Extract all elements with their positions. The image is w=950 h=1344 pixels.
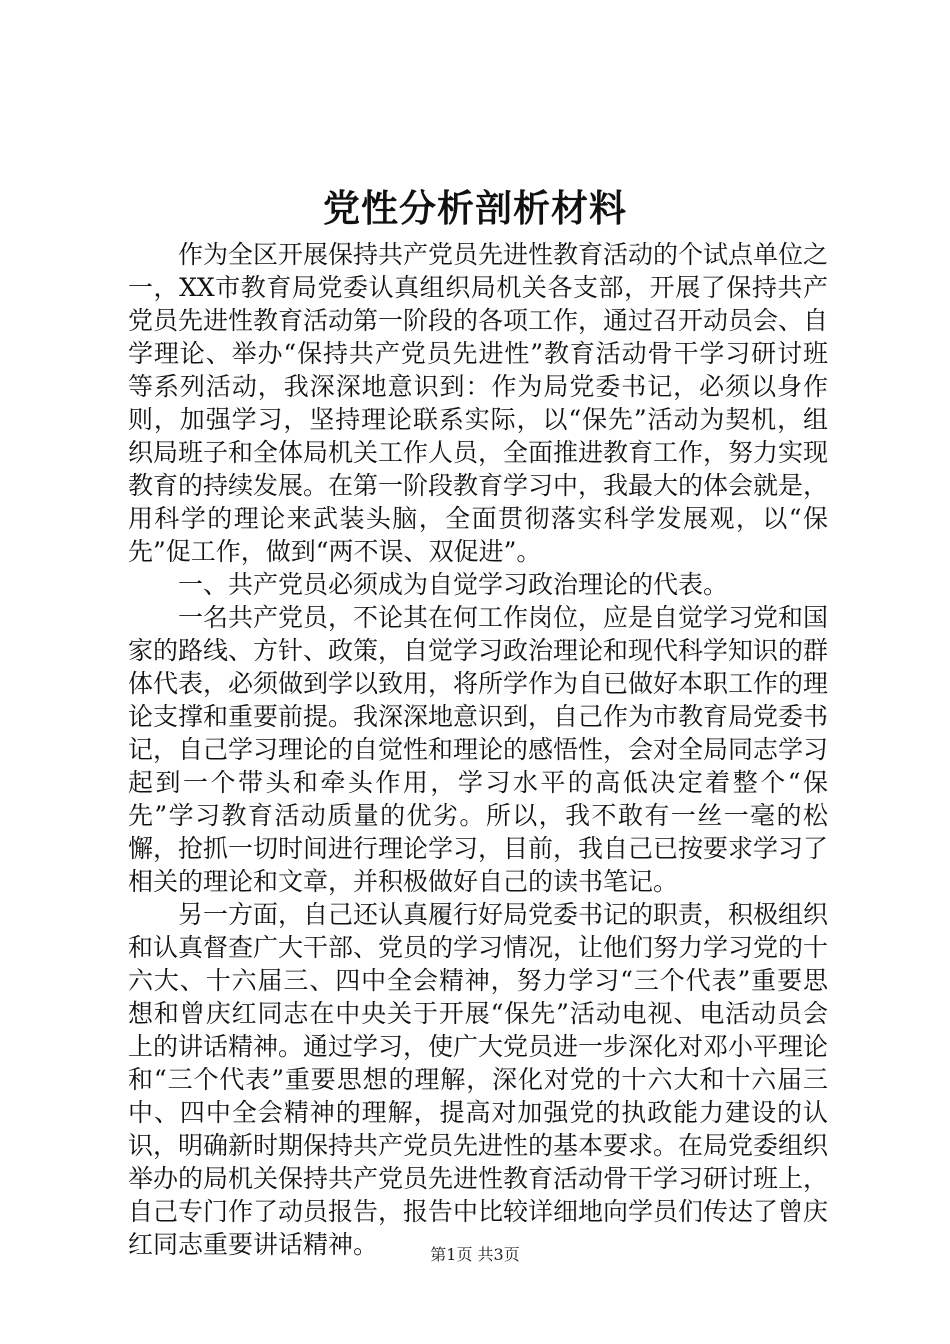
paragraph-intro: 作为全区开展保持共产党员先进性教育活动的个试点单位之一，XX市教育局党委认真组织局机关各支部，开展了保持共产党员先进性教育活动第一阶段的各项工作，通过召开动员会、自学理论、举办“保持共产党员先进性”教育活动骨干学习研讨班等系列活动，我深深地意识到：作为局党委书记，必须以身作则，加强学习，坚持理论联系实际，以“保先”活动为契机，组织局班子和全体局机关工作人员，全面推进教育工作，努力实现教育的持续发展。在第一阶段教育学习中，我最大的体会就是，用科学的理论来武装头脑，全面贯彻落实科学发展观，以“保先”促工作，做到“两不误、双促进”。: [128, 240, 829, 566]
section-heading-1: 一、共产党员必须成为自觉学习政治理论的代表。: [178, 570, 729, 599]
document-body: [128, 238, 828, 1261]
page-number-footer: 第1页 共3页: [430, 1245, 520, 1264]
document-title: 党性分析剖析材料: [323, 186, 627, 230]
paragraph-section-1-continued: 另一方面，自己还认真履行好局党委书记的职责，积极组织和认真督查广大干部、党员的学习情况，让他们努力学习党的十六大、十六届三、四中全会精神，努力学习“三个代表”重要思想和曾庆红同志在中央关于开展“保先”活动电视、电活动员会上的讲话精神。通过学习，使广大党员进一步深化对邓小平理论和“三个代表”重要思想的理解，深化对党的十六大和十六届三中、四中全会精神的理解，提高对加强党的执政能力建设的认识，明确新时期保持共产党员先进性的基本要求。在局党委组织举办的局机关保持共产党员先进性教育活动骨干学习研讨班上，自己专门作了动员报告，报告中比较详细地向学员们传达了曾庆红同志重要讲话精神。: [128, 900, 829, 1259]
paragraph-section-1: 一名共产党员，不论其在何工作岗位，应是自觉学习党和国家的路线、方针、政策，自觉学习政治理论和现代科学知识的群体代表，必须做到学以致用，将所学作为自已做好本职工作的理论支撑和重要前提。我深深地意识到，自己作为市教育局党委书记，自己学习理论的自觉性和理论的感悟性，会对全局同志学习起到一个带头和牵头作用，学习水平的高低决定着整个“保先”学习教育活动质量的优劣。所以，我不敢有一丝一毫的松懈，抢抓一切时间进行理论学习，目前，我自己已按要求学习了相关的理论和文章，并积极做好自己的读书笔记。: [128, 603, 829, 896]
